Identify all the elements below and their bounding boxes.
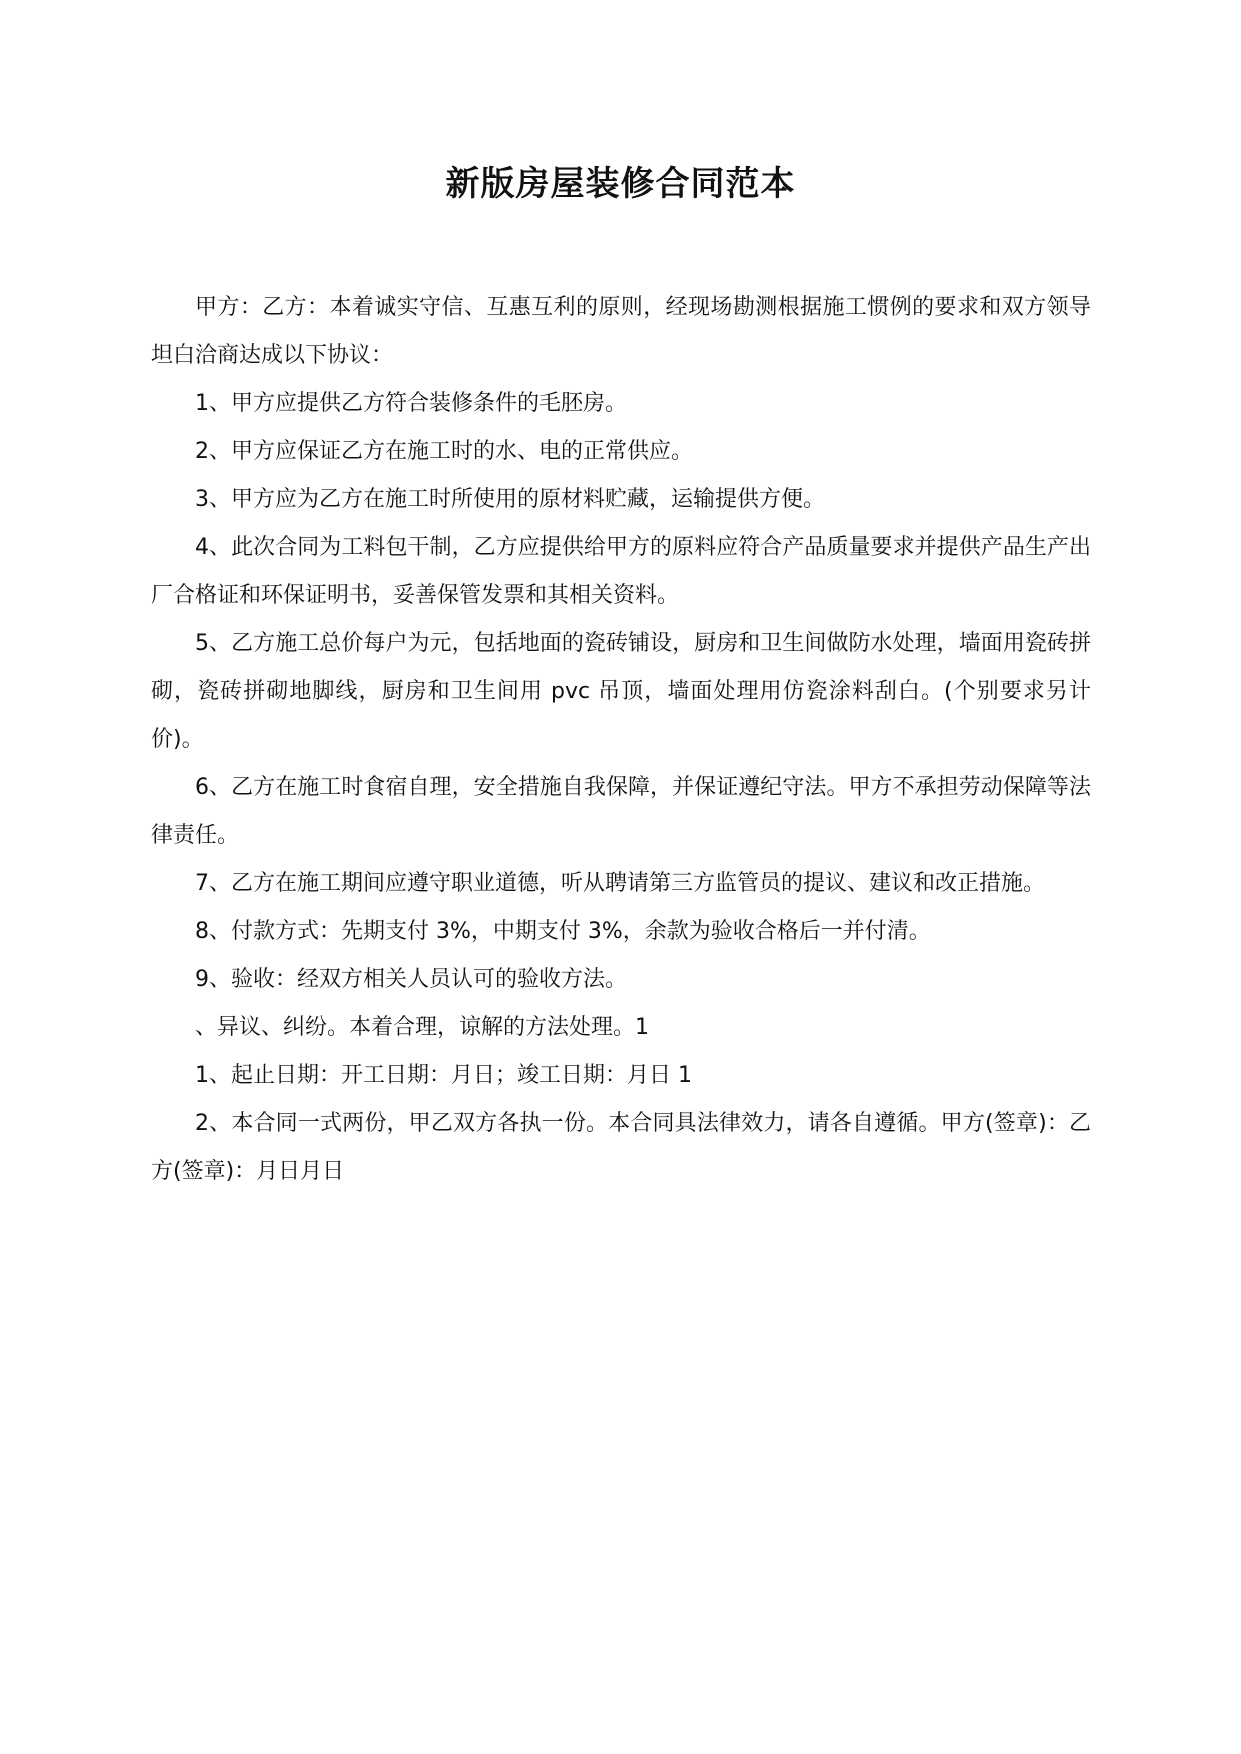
paragraph-clause-1: 1、甲方应提供乙方符合装修条件的毛胚房。	[195, 391, 627, 416]
paragraph-clause-5: 5、乙方施工总价每户为元，包括地面的瓷砖铺设，厨房和卫生间做防水处理，墙面用瓷砖拼砌，瓷砖拼砌地脚线，厨房和卫生间用 pvc 吊顶，墙面处理用仿瓷涂料刮白。(个别要求另计价)。	[151, 631, 1091, 752]
paragraph-clause-3: 3、甲方应为乙方在施工时所使用的原材料贮藏，运输提供方便。	[195, 487, 825, 512]
paragraph-clause-8: 8、付款方式：先期支付 3%，中期支付 3%，余款为验收合格后一并付清。	[195, 919, 931, 944]
paragraph-clause-6: 6、乙方在施工时食宿自理，安全措施自我保障，并保证遵纪守法。甲方不承担劳动保障等法律责任。	[151, 775, 1091, 848]
paragraph-clause-9: 9、验收：经双方相关人员认可的验收方法。	[195, 967, 627, 992]
paragraph-intro: 甲方：乙方：本着诚实守信、互惠互利的原则，经现场勘测根据施工惯例的要求和双方领导坦白洽商达成以下协议：	[151, 295, 1091, 368]
paragraph-clause-4: 4、此次合同为工料包干制，乙方应提供给甲方的原料应符合产品质量要求并提供产品生产出厂合格证和环保证明书，妥善保管发票和其相关资料。	[151, 535, 1091, 608]
document-title: 新版房屋装修合同范本	[445, 164, 796, 204]
document-body	[151, 284, 1091, 1196]
paragraph-clause-10: 、异议、纠纷。本着合理，谅解的方法处理。1	[195, 1015, 649, 1040]
paragraph-clause-7: 7、乙方在施工期间应遵守职业道德，听从聘请第三方监管员的提议、建议和改正措施。	[195, 871, 1045, 896]
paragraph-clause-2: 2、甲方应保证乙方在施工时的水、电的正常供应。	[195, 439, 693, 464]
paragraph-clause-12: 2、本合同一式两份，甲乙双方各执一份。本合同具法律效力，请各自遵循。甲方(签章)：乙方(签章)：月日月日	[151, 1111, 1091, 1184]
paragraph-clause-11: 1、起止日期：开工日期：月日；竣工日期：月日 1	[195, 1063, 692, 1088]
